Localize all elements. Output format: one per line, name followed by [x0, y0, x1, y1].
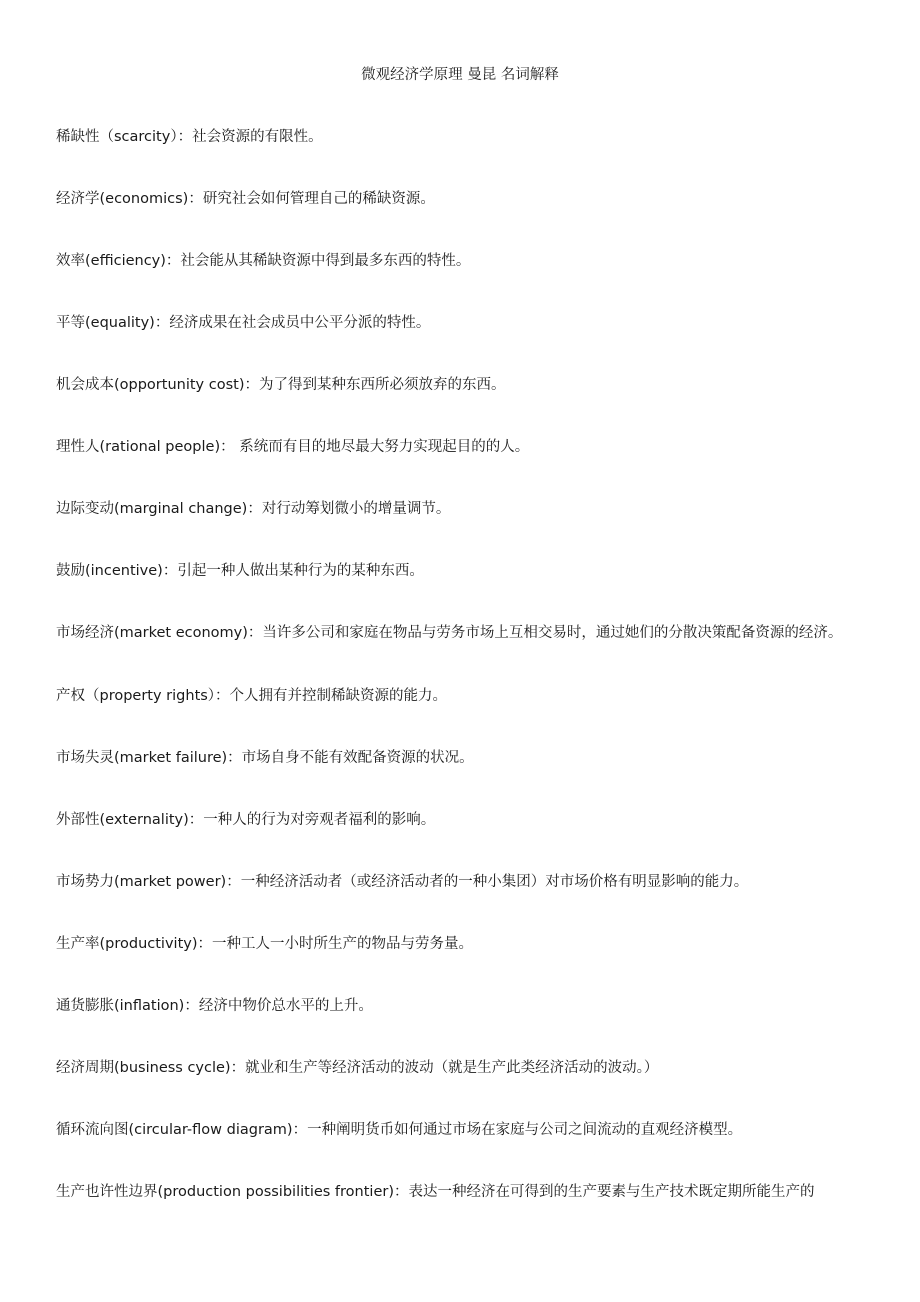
- glossary-entry-business-cycle: 经济周期(business cycle)：就业和生产等经济活动的波动（就是生产此类经济活动的波动。）: [56, 1060, 659, 1076]
- glossary-entry-production-possibilities-frontier: 生产也许性边界(production possibilities frontier)：表达一种经济在可得到的生产要素与生产技术既定期所能生产的: [56, 1184, 815, 1200]
- glossary-entry-opportunity-cost: 机会成本(opportunity cost)：为了得到某种东西所必须放弃的东西。: [56, 377, 506, 393]
- glossary-entry-equality: 平等(equality)：经济成果在社会成员中公平分派的特性。: [56, 315, 431, 331]
- glossary-entry-incentive: 鼓励(incentive)：引起一种人做出某种行为的某种东西。: [56, 563, 424, 579]
- glossary-entry-externality: 外部性(externality)：一种人的行为对旁观者福利的影响。: [56, 812, 436, 828]
- glossary-entry-efficiency: 效率(efficiency)：社会能从其稀缺资源中得到最多东西的特性。: [56, 253, 471, 269]
- document-title: 微观经济学原理 曼昆 名词解释: [361, 67, 559, 83]
- glossary-entry-marginal-change: 边际变动(marginal change)：对行动筹划微小的增量调节。: [56, 501, 451, 517]
- glossary-entry-inflation: 通货膨胀(inflation)：经济中物价总水平的上升。: [56, 998, 373, 1014]
- glossary-entry-market-economy: 市场经济(market economy)：当许多公司和家庭在物品与劳务市场上互相交易时，通过她们的分散决策配备资源的经济。: [56, 625, 843, 641]
- glossary-entry-circular-flow-diagram: 循环流向图(circular-flow diagram)：一种阐明货币如何通过市场在家庭与公司之间流动的直观经济模型。: [56, 1122, 743, 1138]
- glossary-entry-rational-people: 理性人(rational people)： 系统而有目的地尽最大努力实现起目的的人。: [56, 439, 530, 455]
- glossary-entry-market-power: 市场势力(market power)：一种经济活动者（或经济活动者的一种小集团）对市场价格有明显影响的能力。: [56, 874, 749, 890]
- glossary-entry-economics: 经济学(economics)：研究社会如何管理自己的稀缺资源。: [56, 191, 435, 207]
- glossary-entry-property-rights: 产权（property rights）：个人拥有并控制稀缺资源的能力。: [56, 688, 448, 704]
- glossary-list: [56, 126, 868, 1243]
- glossary-entry-market-failure: 市场失灵(market failure)：市场自身不能有效配备资源的状况。: [56, 750, 474, 766]
- glossary-entry-productivity: 生产率(productivity)：一种工人一小时所生产的物品与劳务量。: [56, 936, 473, 952]
- glossary-entry-scarcity: 稀缺性（scarcity）：社会资源的有限性。: [56, 129, 323, 145]
